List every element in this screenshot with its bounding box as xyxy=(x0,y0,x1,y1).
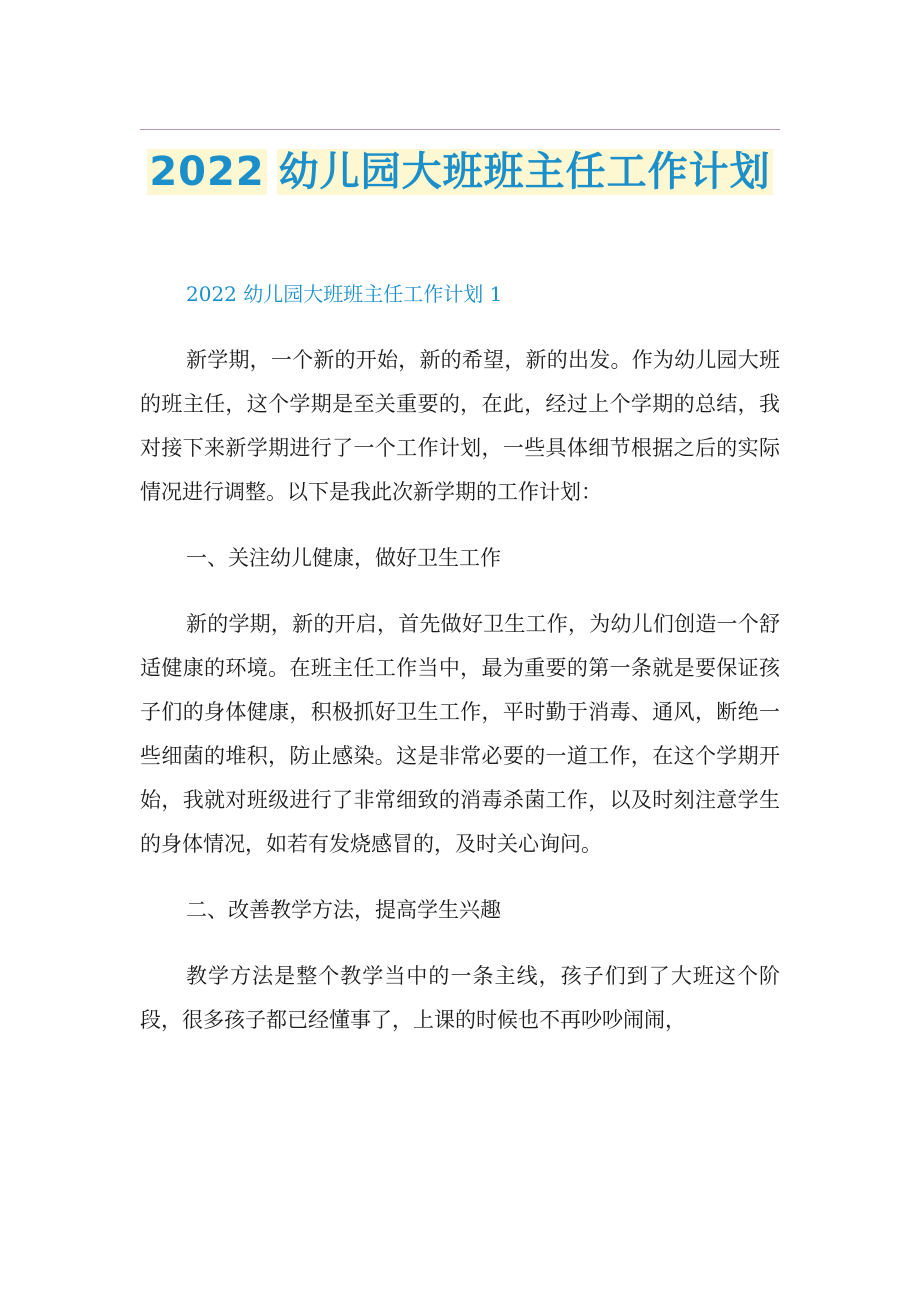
document-body xyxy=(140,338,780,1064)
paragraph-intro: 新学期，一个新的开始，新的希望，新的出发。作为幼儿园大班的班主任，这个学期是至关重要的，在此，经过上个学期的总结，我对接下来新学期进行了一个工作计划，一些具体细节根据之后的实际情况进行调整。以下是我此次新学期的工作计划： xyxy=(140,348,780,504)
subheading-teaching: 二、改善教学方法，提高学生兴趣 xyxy=(186,898,501,922)
paragraph-health: 新的学期，新的开启，首先做好卫生工作，为幼儿们创造一个舒适健康的环境。在班主任工作当中，最为重要的第一条就是要保证孩子们的身体健康，积极抓好卫生工作，平时勤于消毒、通风，断绝一些细菌的堆积，防止感染。这是非常必要的一道工作，在这个学期开始，我就对班级进行了非常细致的消毒杀菌工作，以及时刻注意学生的身体情况，如若有发烧感冒的，及时关心询问。 xyxy=(140,612,780,856)
paragraph-teaching: 教学方法是整个教学当中的一条主线，孩子们到了大班这个阶段，很多孩子都已经懂事了，上课的时候也不再吵吵闹闹， xyxy=(140,964,780,1032)
document-title xyxy=(0,146,920,198)
title-year: 2022 xyxy=(149,149,265,195)
header-divider xyxy=(140,129,780,130)
subheading-health: 一、关注幼儿健康，做好卫生工作 xyxy=(186,546,501,570)
title-text: 幼儿园大班班主任工作计划 xyxy=(278,149,771,195)
section-heading: 2022 幼儿园大班班主任工作计划 1 xyxy=(186,282,503,306)
